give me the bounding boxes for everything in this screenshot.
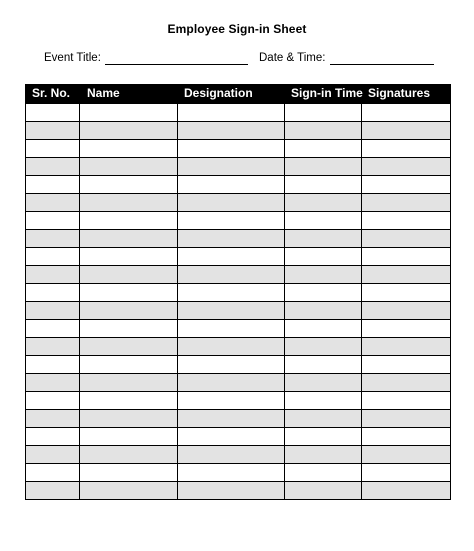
sign-in-time-cell[interactable] bbox=[285, 410, 362, 428]
designation-cell[interactable] bbox=[178, 194, 285, 212]
signature-cell[interactable] bbox=[362, 482, 451, 500]
table-row bbox=[26, 176, 451, 194]
sr-no-cell[interactable] bbox=[26, 230, 80, 248]
sr-no-cell[interactable] bbox=[26, 482, 80, 500]
signature-cell[interactable] bbox=[362, 410, 451, 428]
name-cell[interactable] bbox=[80, 194, 178, 212]
designation-cell[interactable] bbox=[178, 122, 285, 140]
signature-cell[interactable] bbox=[362, 428, 451, 446]
name-cell[interactable] bbox=[80, 284, 178, 302]
sign-in-time-cell[interactable] bbox=[285, 374, 362, 392]
sign-in-time-cell[interactable] bbox=[285, 140, 362, 158]
sr-no-cell[interactable] bbox=[26, 374, 80, 392]
sign-in-time-cell[interactable] bbox=[285, 284, 362, 302]
sign-in-time-cell[interactable] bbox=[285, 464, 362, 482]
table-row bbox=[26, 302, 451, 320]
signature-cell[interactable] bbox=[362, 446, 451, 464]
name-cell[interactable] bbox=[80, 140, 178, 158]
column-header-sr-no: Sr. No. bbox=[26, 85, 80, 104]
sign-in-time-cell[interactable] bbox=[285, 266, 362, 284]
sr-no-cell[interactable] bbox=[26, 356, 80, 374]
sign-in-time-cell[interactable] bbox=[285, 176, 362, 194]
designation-cell[interactable] bbox=[178, 356, 285, 374]
column-header-name: Name bbox=[80, 85, 178, 104]
designation-cell[interactable] bbox=[178, 464, 285, 482]
designation-cell[interactable] bbox=[178, 482, 285, 500]
name-cell[interactable] bbox=[80, 410, 178, 428]
sr-no-cell[interactable] bbox=[26, 302, 80, 320]
table-row bbox=[26, 338, 451, 356]
table-row bbox=[26, 284, 451, 302]
date-time-field[interactable] bbox=[330, 64, 434, 65]
name-cell[interactable] bbox=[80, 122, 178, 140]
signature-cell[interactable] bbox=[362, 104, 451, 122]
name-cell[interactable] bbox=[80, 176, 178, 194]
table-row bbox=[26, 158, 451, 176]
sheet-meta bbox=[44, 52, 474, 68]
sr-no-cell[interactable] bbox=[26, 392, 80, 410]
sr-no-cell[interactable] bbox=[26, 158, 80, 176]
event-title-label: Event Title: bbox=[44, 52, 101, 64]
signature-cell[interactable] bbox=[362, 338, 451, 356]
designation-cell[interactable] bbox=[178, 284, 285, 302]
designation-cell[interactable] bbox=[178, 248, 285, 266]
sign-in-time-cell[interactable] bbox=[285, 212, 362, 230]
table-row bbox=[26, 482, 451, 500]
signature-cell[interactable] bbox=[362, 230, 451, 248]
sr-no-cell[interactable] bbox=[26, 320, 80, 338]
signature-cell[interactable] bbox=[362, 140, 451, 158]
name-cell[interactable] bbox=[80, 302, 178, 320]
event-title-field[interactable] bbox=[105, 64, 248, 65]
sign-in-time-cell[interactable] bbox=[285, 104, 362, 122]
designation-cell[interactable] bbox=[178, 266, 285, 284]
sign-in-time-cell[interactable] bbox=[285, 122, 362, 140]
sign-in-time-cell[interactable] bbox=[285, 482, 362, 500]
sr-no-cell[interactable] bbox=[26, 176, 80, 194]
name-cell[interactable] bbox=[80, 374, 178, 392]
sr-no-cell[interactable] bbox=[26, 428, 80, 446]
table-row bbox=[26, 410, 451, 428]
name-cell[interactable] bbox=[80, 212, 178, 230]
sign-in-time-cell[interactable] bbox=[285, 446, 362, 464]
name-cell[interactable] bbox=[80, 428, 178, 446]
table-row bbox=[26, 140, 451, 158]
signature-cell[interactable] bbox=[362, 464, 451, 482]
name-cell[interactable] bbox=[80, 266, 178, 284]
signature-cell[interactable] bbox=[362, 356, 451, 374]
sign-in-time-cell[interactable] bbox=[285, 392, 362, 410]
signature-cell[interactable] bbox=[362, 176, 451, 194]
name-cell[interactable] bbox=[80, 356, 178, 374]
table-row bbox=[26, 356, 451, 374]
sign-in-time-cell[interactable] bbox=[285, 428, 362, 446]
sr-no-cell[interactable] bbox=[26, 266, 80, 284]
table-row bbox=[26, 446, 451, 464]
signature-cell[interactable] bbox=[362, 158, 451, 176]
sr-no-cell[interactable] bbox=[26, 194, 80, 212]
sign-in-time-cell[interactable] bbox=[285, 302, 362, 320]
designation-cell[interactable] bbox=[178, 212, 285, 230]
signature-cell[interactable] bbox=[362, 374, 451, 392]
name-cell[interactable] bbox=[80, 158, 178, 176]
name-cell[interactable] bbox=[80, 392, 178, 410]
sr-no-cell[interactable] bbox=[26, 410, 80, 428]
sign-in-time-cell[interactable] bbox=[285, 248, 362, 266]
sheet-title: Employee Sign-in Sheet bbox=[167, 22, 307, 36]
table-row bbox=[26, 374, 451, 392]
table-row bbox=[26, 392, 451, 410]
signature-cell[interactable] bbox=[362, 194, 451, 212]
table-row bbox=[26, 194, 451, 212]
sr-no-cell[interactable] bbox=[26, 140, 80, 158]
table-row bbox=[26, 428, 451, 446]
date-time-label: Date & Time: bbox=[259, 52, 326, 64]
table-body bbox=[26, 104, 451, 500]
column-header-sign-in-time: Sign-in Time bbox=[285, 85, 362, 104]
table-row bbox=[26, 104, 451, 122]
signature-cell[interactable] bbox=[362, 122, 451, 140]
table-row bbox=[26, 320, 451, 338]
signature-cell[interactable] bbox=[362, 212, 451, 230]
table-row bbox=[26, 122, 451, 140]
designation-cell[interactable] bbox=[178, 410, 285, 428]
column-header-designation: Designation bbox=[178, 85, 285, 104]
name-cell[interactable] bbox=[80, 464, 178, 482]
signature-cell[interactable] bbox=[362, 320, 451, 338]
name-cell[interactable] bbox=[80, 320, 178, 338]
table-row bbox=[26, 212, 451, 230]
table-row bbox=[26, 230, 451, 248]
sr-no-cell[interactable] bbox=[26, 212, 80, 230]
table-row bbox=[26, 248, 451, 266]
designation-cell[interactable] bbox=[178, 158, 285, 176]
designation-cell[interactable] bbox=[178, 428, 285, 446]
sign-in-table bbox=[25, 84, 451, 500]
sr-no-cell[interactable] bbox=[26, 446, 80, 464]
table-row bbox=[26, 266, 451, 284]
designation-cell[interactable] bbox=[178, 302, 285, 320]
designation-cell[interactable] bbox=[178, 140, 285, 158]
signature-cell[interactable] bbox=[362, 266, 451, 284]
sign-in-time-cell[interactable] bbox=[285, 320, 362, 338]
sr-no-cell[interactable] bbox=[26, 122, 80, 140]
sr-no-cell[interactable] bbox=[26, 104, 80, 122]
sr-no-cell[interactable] bbox=[26, 284, 80, 302]
signature-cell[interactable] bbox=[362, 284, 451, 302]
designation-cell[interactable] bbox=[178, 230, 285, 248]
sr-no-cell[interactable] bbox=[26, 338, 80, 356]
designation-cell[interactable] bbox=[178, 104, 285, 122]
sr-no-cell[interactable] bbox=[26, 464, 80, 482]
sign-in-time-cell[interactable] bbox=[285, 230, 362, 248]
name-cell[interactable] bbox=[80, 248, 178, 266]
column-header-signatures: Signatures bbox=[362, 85, 451, 104]
sr-no-cell[interactable] bbox=[26, 248, 80, 266]
designation-cell[interactable] bbox=[178, 320, 285, 338]
sign-in-time-cell[interactable] bbox=[285, 194, 362, 212]
name-cell[interactable] bbox=[80, 482, 178, 500]
designation-cell[interactable] bbox=[178, 338, 285, 356]
sign-in-time-cell[interactable] bbox=[285, 356, 362, 374]
table-row bbox=[26, 464, 451, 482]
name-cell[interactable] bbox=[80, 338, 178, 356]
signature-cell[interactable] bbox=[362, 248, 451, 266]
table-header-row bbox=[26, 85, 451, 104]
sign-in-time-cell[interactable] bbox=[285, 338, 362, 356]
designation-cell[interactable] bbox=[178, 374, 285, 392]
signature-cell[interactable] bbox=[362, 392, 451, 410]
signature-cell[interactable] bbox=[362, 302, 451, 320]
name-cell[interactable] bbox=[80, 446, 178, 464]
name-cell[interactable] bbox=[80, 104, 178, 122]
designation-cell[interactable] bbox=[178, 446, 285, 464]
name-cell[interactable] bbox=[80, 230, 178, 248]
designation-cell[interactable] bbox=[178, 176, 285, 194]
sign-in-time-cell[interactable] bbox=[285, 158, 362, 176]
designation-cell[interactable] bbox=[178, 392, 285, 410]
